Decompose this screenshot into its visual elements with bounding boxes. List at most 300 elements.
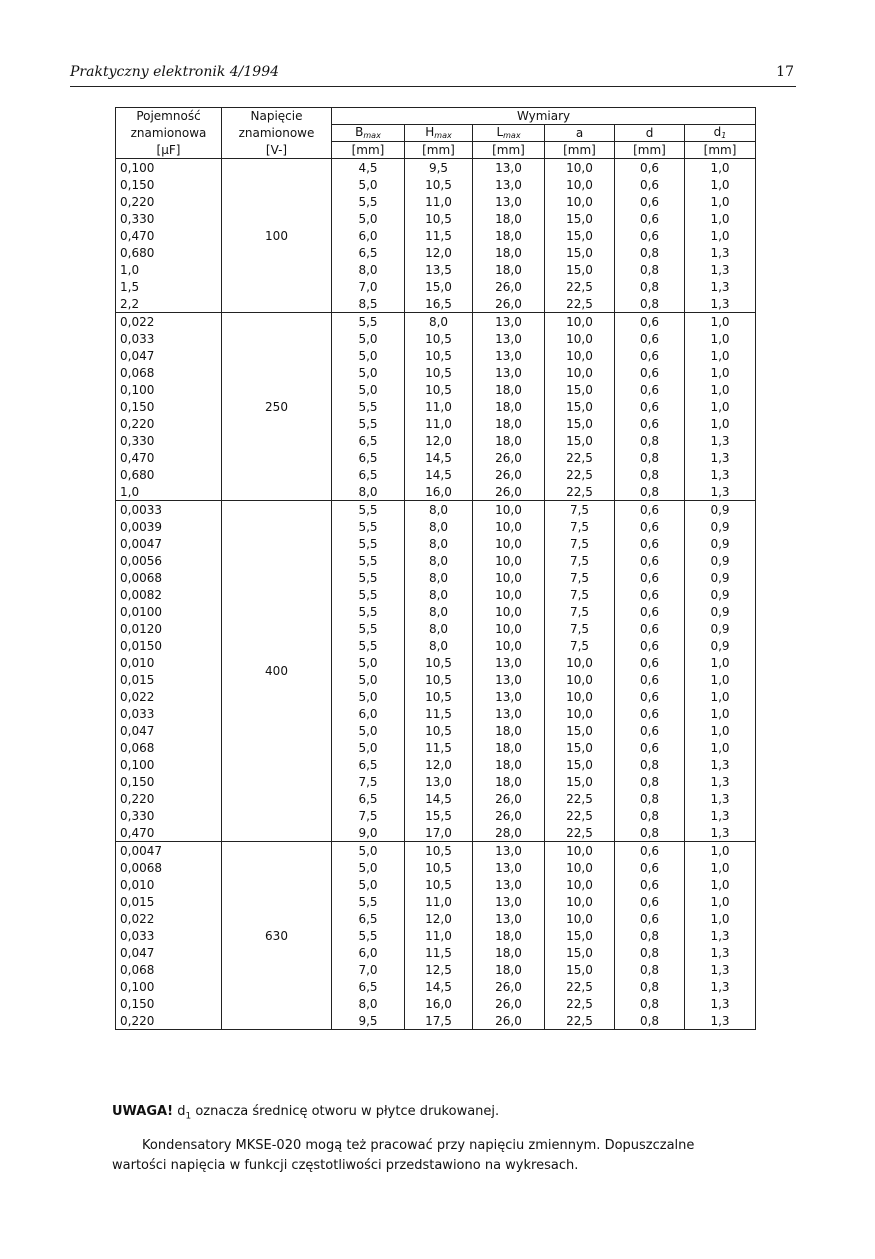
dimension-cell: 1,0 — [685, 842, 756, 860]
table-row — [116, 995, 756, 1012]
capacitance-cell: 0,150 — [116, 176, 222, 193]
dimension-cell: 18,0 — [473, 415, 545, 432]
dimension-cell: 0,6 — [615, 586, 685, 603]
dimension-cell: 0,8 — [615, 756, 685, 773]
dimension-cell: 5,0 — [332, 210, 405, 227]
page-header — [70, 64, 796, 87]
header-dim-symbol: d — [645, 126, 654, 140]
dimension-cell: 0,9 — [685, 501, 756, 519]
dimension-cell: 7,0 — [332, 961, 405, 978]
dimension-cell: 1,0 — [685, 654, 756, 671]
dimension-cell: 26,0 — [473, 807, 545, 824]
dimension-cell: 5,0 — [332, 654, 405, 671]
dimension-cell: 5,0 — [332, 859, 405, 876]
dimension-cell: 1,0 — [685, 176, 756, 193]
dimension-cell: 10,5 — [405, 176, 473, 193]
dimension-cell: 18,0 — [473, 773, 545, 790]
dimension-cell: 1,3 — [685, 1012, 756, 1030]
table-row — [116, 210, 756, 227]
dimension-cell: 7,5 — [332, 773, 405, 790]
dimension-cell: 7,5 — [545, 518, 615, 535]
dimension-cell: 1,0 — [685, 159, 756, 177]
voltage-cell: 250 — [222, 313, 332, 501]
capacitance-cell: 0,100 — [116, 978, 222, 995]
table-row — [116, 295, 756, 313]
dimension-cell: 1,3 — [685, 278, 756, 295]
dimension-cell: 13,0 — [473, 705, 545, 722]
dimension-cell: 0,6 — [615, 364, 685, 381]
capacitor-dimensions-table — [115, 107, 756, 1030]
dimension-cell: 10,0 — [545, 176, 615, 193]
capacitance-cell: 0,0047 — [116, 842, 222, 860]
dimension-cell: 0,6 — [615, 705, 685, 722]
dimension-cell: 22,5 — [545, 278, 615, 295]
dimension-cell: 1,0 — [685, 893, 756, 910]
header-dim-unit: [mm] — [615, 142, 685, 159]
header-dim-unit: [mm] — [405, 142, 473, 159]
capacitance-cell: 0,330 — [116, 432, 222, 449]
dimension-cell: 10,0 — [545, 654, 615, 671]
dimension-cell: 8,0 — [332, 995, 405, 1012]
dimension-cell: 7,5 — [545, 535, 615, 552]
dimension-cell: 10,0 — [473, 620, 545, 637]
dimension-cell: 10,0 — [545, 364, 615, 381]
dimension-cell: 1,3 — [685, 995, 756, 1012]
dimension-cell: 1,0 — [685, 364, 756, 381]
table-row — [116, 159, 756, 177]
dimension-cell: 0,9 — [685, 637, 756, 654]
table-row — [116, 1012, 756, 1030]
dimension-cell: 6,5 — [332, 790, 405, 807]
dimension-cell: 1,0 — [685, 671, 756, 688]
dimension-cell: 1,3 — [685, 978, 756, 995]
dimension-cell: 12,5 — [405, 961, 473, 978]
dimension-cell: 22,5 — [545, 483, 615, 501]
dimension-cell: 10,0 — [473, 501, 545, 519]
dimension-cell: 1,3 — [685, 432, 756, 449]
dimension-cell: 0,8 — [615, 773, 685, 790]
dimension-cell: 1,3 — [685, 961, 756, 978]
header-dim — [405, 125, 473, 142]
dimension-cell: 11,0 — [405, 415, 473, 432]
dimension-cell: 10,5 — [405, 859, 473, 876]
dimension-cell: 4,5 — [332, 159, 405, 177]
capacitance-cell: 0,0068 — [116, 569, 222, 586]
dimension-cell: 8,0 — [405, 535, 473, 552]
capacitance-cell: 0,0039 — [116, 518, 222, 535]
capacitance-cell: 0,330 — [116, 210, 222, 227]
header-dim-subscript: max — [363, 131, 381, 140]
header-dim-unit: [mm] — [685, 142, 756, 159]
dimension-cell: 13,0 — [473, 313, 545, 331]
dimension-cell: 0,9 — [685, 552, 756, 569]
dimension-cell: 15,0 — [545, 927, 615, 944]
header-dim-unit: [mm] — [332, 142, 405, 159]
dimension-cell: 10,0 — [473, 603, 545, 620]
dimension-cell: 5,0 — [332, 842, 405, 860]
page-number: 17 — [776, 64, 794, 80]
dimension-cell: 8,0 — [405, 569, 473, 586]
capacitance-cell: 0,047 — [116, 347, 222, 364]
dimension-cell: 15,0 — [545, 739, 615, 756]
dimension-cell: 0,8 — [615, 927, 685, 944]
dimension-cell: 18,0 — [473, 961, 545, 978]
table-row — [116, 722, 756, 739]
dimension-cell: 1,0 — [685, 688, 756, 705]
dimension-cell: 18,0 — [473, 244, 545, 261]
dimension-cell: 5,5 — [332, 893, 405, 910]
dimension-cell: 10,0 — [545, 842, 615, 860]
table-row — [116, 807, 756, 824]
table-row — [116, 910, 756, 927]
dimension-cell: 5,0 — [332, 739, 405, 756]
dimension-cell: 5,0 — [332, 876, 405, 893]
dimension-cell: 26,0 — [473, 295, 545, 313]
dimension-cell: 26,0 — [473, 466, 545, 483]
dimension-cell: 5,0 — [332, 688, 405, 705]
capacitance-cell: 0,0120 — [116, 620, 222, 637]
capacitance-cell: 0,0056 — [116, 552, 222, 569]
dimension-cell: 0,8 — [615, 807, 685, 824]
dimension-cell: 5,5 — [332, 501, 405, 519]
dimension-cell: 0,6 — [615, 347, 685, 364]
dimension-cell: 1,3 — [685, 944, 756, 961]
capacitance-cell: 0,047 — [116, 722, 222, 739]
header-dim-symbol: d — [713, 125, 722, 139]
dimension-cell: 8,0 — [405, 552, 473, 569]
dimension-cell: 12,0 — [405, 910, 473, 927]
table-row — [116, 432, 756, 449]
dimension-cell: 1,0 — [685, 398, 756, 415]
dimension-cell: 9,0 — [332, 824, 405, 842]
dimension-cell: 0,6 — [615, 603, 685, 620]
dimension-cell: 0,6 — [615, 193, 685, 210]
dimension-cell: 5,5 — [332, 637, 405, 654]
table-row — [116, 176, 756, 193]
dimension-cell: 10,0 — [545, 671, 615, 688]
dimension-cell: 0,6 — [615, 518, 685, 535]
voltage-cell: 630 — [222, 842, 332, 1030]
dimension-cell: 0,8 — [615, 1012, 685, 1030]
dimension-cell: 10,0 — [545, 347, 615, 364]
table-row — [116, 535, 756, 552]
dimension-cell: 17,5 — [405, 1012, 473, 1030]
header-voltage-line2: znamionowe — [238, 126, 315, 140]
dimension-cell: 0,8 — [615, 278, 685, 295]
capacitance-cell: 1,0 — [116, 483, 222, 501]
dimension-cell: 5,0 — [332, 671, 405, 688]
dimension-cell: 16,0 — [405, 995, 473, 1012]
dimension-cell: 0,6 — [615, 859, 685, 876]
dimension-cell: 10,5 — [405, 210, 473, 227]
dimension-cell: 0,6 — [615, 159, 685, 177]
header-dim-subscript: 1 — [721, 131, 727, 140]
capacitance-cell: 0,470 — [116, 449, 222, 466]
table-row — [116, 944, 756, 961]
dimension-cell: 5,5 — [332, 313, 405, 331]
header-dim-unit: [mm] — [473, 142, 545, 159]
capacitance-cell: 0,068 — [116, 364, 222, 381]
table-row — [116, 927, 756, 944]
dimension-cell: 0,9 — [685, 518, 756, 535]
table-row — [116, 961, 756, 978]
dimension-cell: 0,8 — [615, 244, 685, 261]
table-row — [116, 466, 756, 483]
dimension-cell: 0,6 — [615, 876, 685, 893]
dimension-cell: 6,5 — [332, 466, 405, 483]
dimension-cell: 1,0 — [685, 313, 756, 331]
dimension-cell: 0,6 — [615, 330, 685, 347]
dimension-cell: 5,5 — [332, 586, 405, 603]
dimension-cell: 26,0 — [473, 278, 545, 295]
table-row — [116, 790, 756, 807]
dimension-cell: 18,0 — [473, 432, 545, 449]
table-row — [116, 398, 756, 415]
capacitance-cell: 0,068 — [116, 961, 222, 978]
table-row — [116, 978, 756, 995]
dimension-cell: 26,0 — [473, 995, 545, 1012]
table-row — [116, 739, 756, 756]
dimension-cell: 18,0 — [473, 927, 545, 944]
dimension-cell: 13,0 — [473, 876, 545, 893]
dimension-cell: 13,0 — [473, 330, 545, 347]
table-row — [116, 330, 756, 347]
dimension-cell: 0,6 — [615, 637, 685, 654]
dimension-cell: 1,0 — [685, 381, 756, 398]
dimension-cell: 14,5 — [405, 449, 473, 466]
table-header — [116, 108, 756, 159]
dimension-cell: 5,5 — [332, 927, 405, 944]
dimension-cell: 6,5 — [332, 244, 405, 261]
dimension-cell: 0,8 — [615, 790, 685, 807]
table-row — [116, 381, 756, 398]
dimension-cell: 0,6 — [615, 910, 685, 927]
dimension-cell: 7,5 — [545, 501, 615, 519]
dimension-cell: 22,5 — [545, 295, 615, 313]
dimension-cell: 10,0 — [473, 552, 545, 569]
header-dim — [332, 125, 405, 142]
dimension-cell: 10,0 — [545, 893, 615, 910]
dimension-cell: 0,8 — [615, 295, 685, 313]
dimension-cell: 0,8 — [615, 432, 685, 449]
dimension-cell: 1,0 — [685, 415, 756, 432]
dimension-cell: 0,6 — [615, 569, 685, 586]
dimension-cell: 11,5 — [405, 705, 473, 722]
dimension-cell: 11,5 — [405, 739, 473, 756]
dimension-cell: 11,0 — [405, 193, 473, 210]
header-voltage-line1: Napięcie — [250, 109, 303, 123]
capacitance-cell: 0,022 — [116, 313, 222, 331]
dimension-cell: 22,5 — [545, 824, 615, 842]
dimension-cell: 14,5 — [405, 978, 473, 995]
dimension-cell: 9,5 — [405, 159, 473, 177]
capacitance-cell: 0,010 — [116, 654, 222, 671]
dimension-cell: 10,5 — [405, 842, 473, 860]
dimension-cell: 15,0 — [545, 432, 615, 449]
dimension-cell: 0,6 — [615, 688, 685, 705]
header-dim — [473, 125, 545, 142]
dimension-cell: 0,9 — [685, 535, 756, 552]
dimension-cell: 13,0 — [473, 364, 545, 381]
dimension-cell: 6,5 — [332, 910, 405, 927]
dimension-cell: 18,0 — [473, 739, 545, 756]
table-row — [116, 876, 756, 893]
dimension-cell: 11,0 — [405, 398, 473, 415]
dimension-cell: 15,0 — [545, 244, 615, 261]
dimension-cell: 0,9 — [685, 603, 756, 620]
dimension-cell: 1,3 — [685, 483, 756, 501]
dimension-cell: 15,5 — [405, 807, 473, 824]
dimension-cell: 10,5 — [405, 381, 473, 398]
table-row — [116, 244, 756, 261]
table-row — [116, 586, 756, 603]
dimension-cell: 16,0 — [405, 483, 473, 501]
capacitance-cell: 0,033 — [116, 705, 222, 722]
capacitance-cell: 1,0 — [116, 261, 222, 278]
dimension-cell: 7,0 — [332, 278, 405, 295]
dimension-cell: 10,5 — [405, 654, 473, 671]
dimension-cell: 15,0 — [545, 381, 615, 398]
dimension-cell: 0,6 — [615, 313, 685, 331]
capacitance-cell: 0,220 — [116, 193, 222, 210]
dimension-cell: 15,0 — [545, 227, 615, 244]
table-row — [116, 278, 756, 295]
capacitance-cell: 0,100 — [116, 756, 222, 773]
dimension-cell: 14,5 — [405, 466, 473, 483]
capacitance-cell: 0,033 — [116, 330, 222, 347]
dimension-cell: 0,6 — [615, 654, 685, 671]
header-dimensions-group: Wymiary — [332, 108, 756, 125]
dimension-cell: 18,0 — [473, 756, 545, 773]
dimension-cell: 22,5 — [545, 790, 615, 807]
note — [112, 1104, 499, 1122]
header-dim-subscript: max — [503, 131, 521, 140]
dimension-cell: 12,0 — [405, 432, 473, 449]
dimension-cell: 10,5 — [405, 671, 473, 688]
dimension-cell: 9,5 — [332, 1012, 405, 1030]
table-row — [116, 824, 756, 842]
capacitance-cell: 0,047 — [116, 944, 222, 961]
dimension-cell: 1,0 — [685, 910, 756, 927]
dimension-cell: 5,5 — [332, 620, 405, 637]
capacitance-cell: 1,5 — [116, 278, 222, 295]
dimension-cell: 0,6 — [615, 620, 685, 637]
table-row — [116, 671, 756, 688]
dimension-cell: 0,6 — [615, 552, 685, 569]
dimension-cell: 11,0 — [405, 927, 473, 944]
dimension-cell: 8,0 — [405, 313, 473, 331]
capacitance-cell: 0,0068 — [116, 859, 222, 876]
dimension-cell: 0,6 — [615, 671, 685, 688]
dimension-cell: 0,6 — [615, 739, 685, 756]
table-row — [116, 842, 756, 860]
dimension-cell: 26,0 — [473, 449, 545, 466]
dimension-cell: 1,0 — [685, 347, 756, 364]
dimension-cell: 10,0 — [545, 876, 615, 893]
dimension-cell: 1,0 — [685, 876, 756, 893]
dimension-cell: 10,0 — [545, 313, 615, 331]
header-capacitance-line2: znamionowa — [130, 126, 207, 140]
dimension-cell: 0,6 — [615, 415, 685, 432]
dimension-cell: 11,0 — [405, 893, 473, 910]
dimension-cell: 18,0 — [473, 210, 545, 227]
dimension-cell: 6,0 — [332, 227, 405, 244]
table-row — [116, 620, 756, 637]
capacitance-cell: 0,470 — [116, 227, 222, 244]
dimension-cell: 0,6 — [615, 398, 685, 415]
dimension-cell: 13,5 — [405, 261, 473, 278]
dimension-cell: 0,6 — [615, 722, 685, 739]
table-row — [116, 773, 756, 790]
table-row — [116, 688, 756, 705]
dimension-cell: 1,3 — [685, 927, 756, 944]
capacitance-cell: 0,0082 — [116, 586, 222, 603]
dimension-cell: 0,8 — [615, 261, 685, 278]
table-row — [116, 261, 756, 278]
capacitance-cell: 0,150 — [116, 995, 222, 1012]
header-dim-symbol: L — [496, 125, 504, 139]
dimension-cell: 6,5 — [332, 432, 405, 449]
dimension-cell: 13,0 — [473, 910, 545, 927]
dimension-cell: 1,3 — [685, 244, 756, 261]
dimension-cell: 15,0 — [545, 773, 615, 790]
dimension-cell: 7,5 — [545, 552, 615, 569]
table-row — [116, 893, 756, 910]
dimension-cell: 1,0 — [685, 210, 756, 227]
dimension-cell: 1,0 — [685, 739, 756, 756]
capacitance-cell: 0,150 — [116, 773, 222, 790]
capacitance-cell: 0,100 — [116, 381, 222, 398]
dimension-cell: 6,0 — [332, 705, 405, 722]
capacitance-cell: 0,0150 — [116, 637, 222, 654]
dimension-cell: 5,0 — [332, 176, 405, 193]
dimension-cell: 13,0 — [473, 893, 545, 910]
dimension-cell: 22,5 — [545, 995, 615, 1012]
dimension-cell: 0,9 — [685, 569, 756, 586]
dimension-cell: 7,5 — [545, 569, 615, 586]
dimension-cell: 0,8 — [615, 995, 685, 1012]
dimension-cell: 1,0 — [685, 227, 756, 244]
dimension-cell: 5,5 — [332, 569, 405, 586]
dimension-cell: 13,0 — [405, 773, 473, 790]
dimension-cell: 1,0 — [685, 330, 756, 347]
dimension-cell: 10,0 — [545, 688, 615, 705]
dimension-cell: 26,0 — [473, 483, 545, 501]
dimension-cell: 13,0 — [473, 859, 545, 876]
dimension-cell: 1,3 — [685, 824, 756, 842]
voltage-cell: 100 — [222, 159, 332, 313]
dimension-cell: 10,5 — [405, 876, 473, 893]
journal-title: Praktyczny elektronik 4/1994 — [70, 64, 280, 80]
header-dim — [685, 125, 756, 142]
dimension-cell: 8,0 — [405, 586, 473, 603]
dimension-cell: 26,0 — [473, 978, 545, 995]
dimension-cell: 1,0 — [685, 193, 756, 210]
dimension-cell: 10,0 — [545, 159, 615, 177]
dimension-cell: 10,0 — [473, 586, 545, 603]
dimension-cell: 12,0 — [405, 244, 473, 261]
dimension-cell: 8,0 — [332, 483, 405, 501]
dimension-cell: 10,0 — [545, 193, 615, 210]
capacitance-cell: 0,220 — [116, 1012, 222, 1030]
dimension-cell: 26,0 — [473, 1012, 545, 1030]
dimension-cell: 11,5 — [405, 227, 473, 244]
dimension-cell: 5,5 — [332, 535, 405, 552]
dimension-cell: 6,5 — [332, 756, 405, 773]
dimension-cell: 13,0 — [473, 654, 545, 671]
header-voltage — [222, 108, 332, 159]
header-dim-symbol: H — [425, 125, 435, 139]
